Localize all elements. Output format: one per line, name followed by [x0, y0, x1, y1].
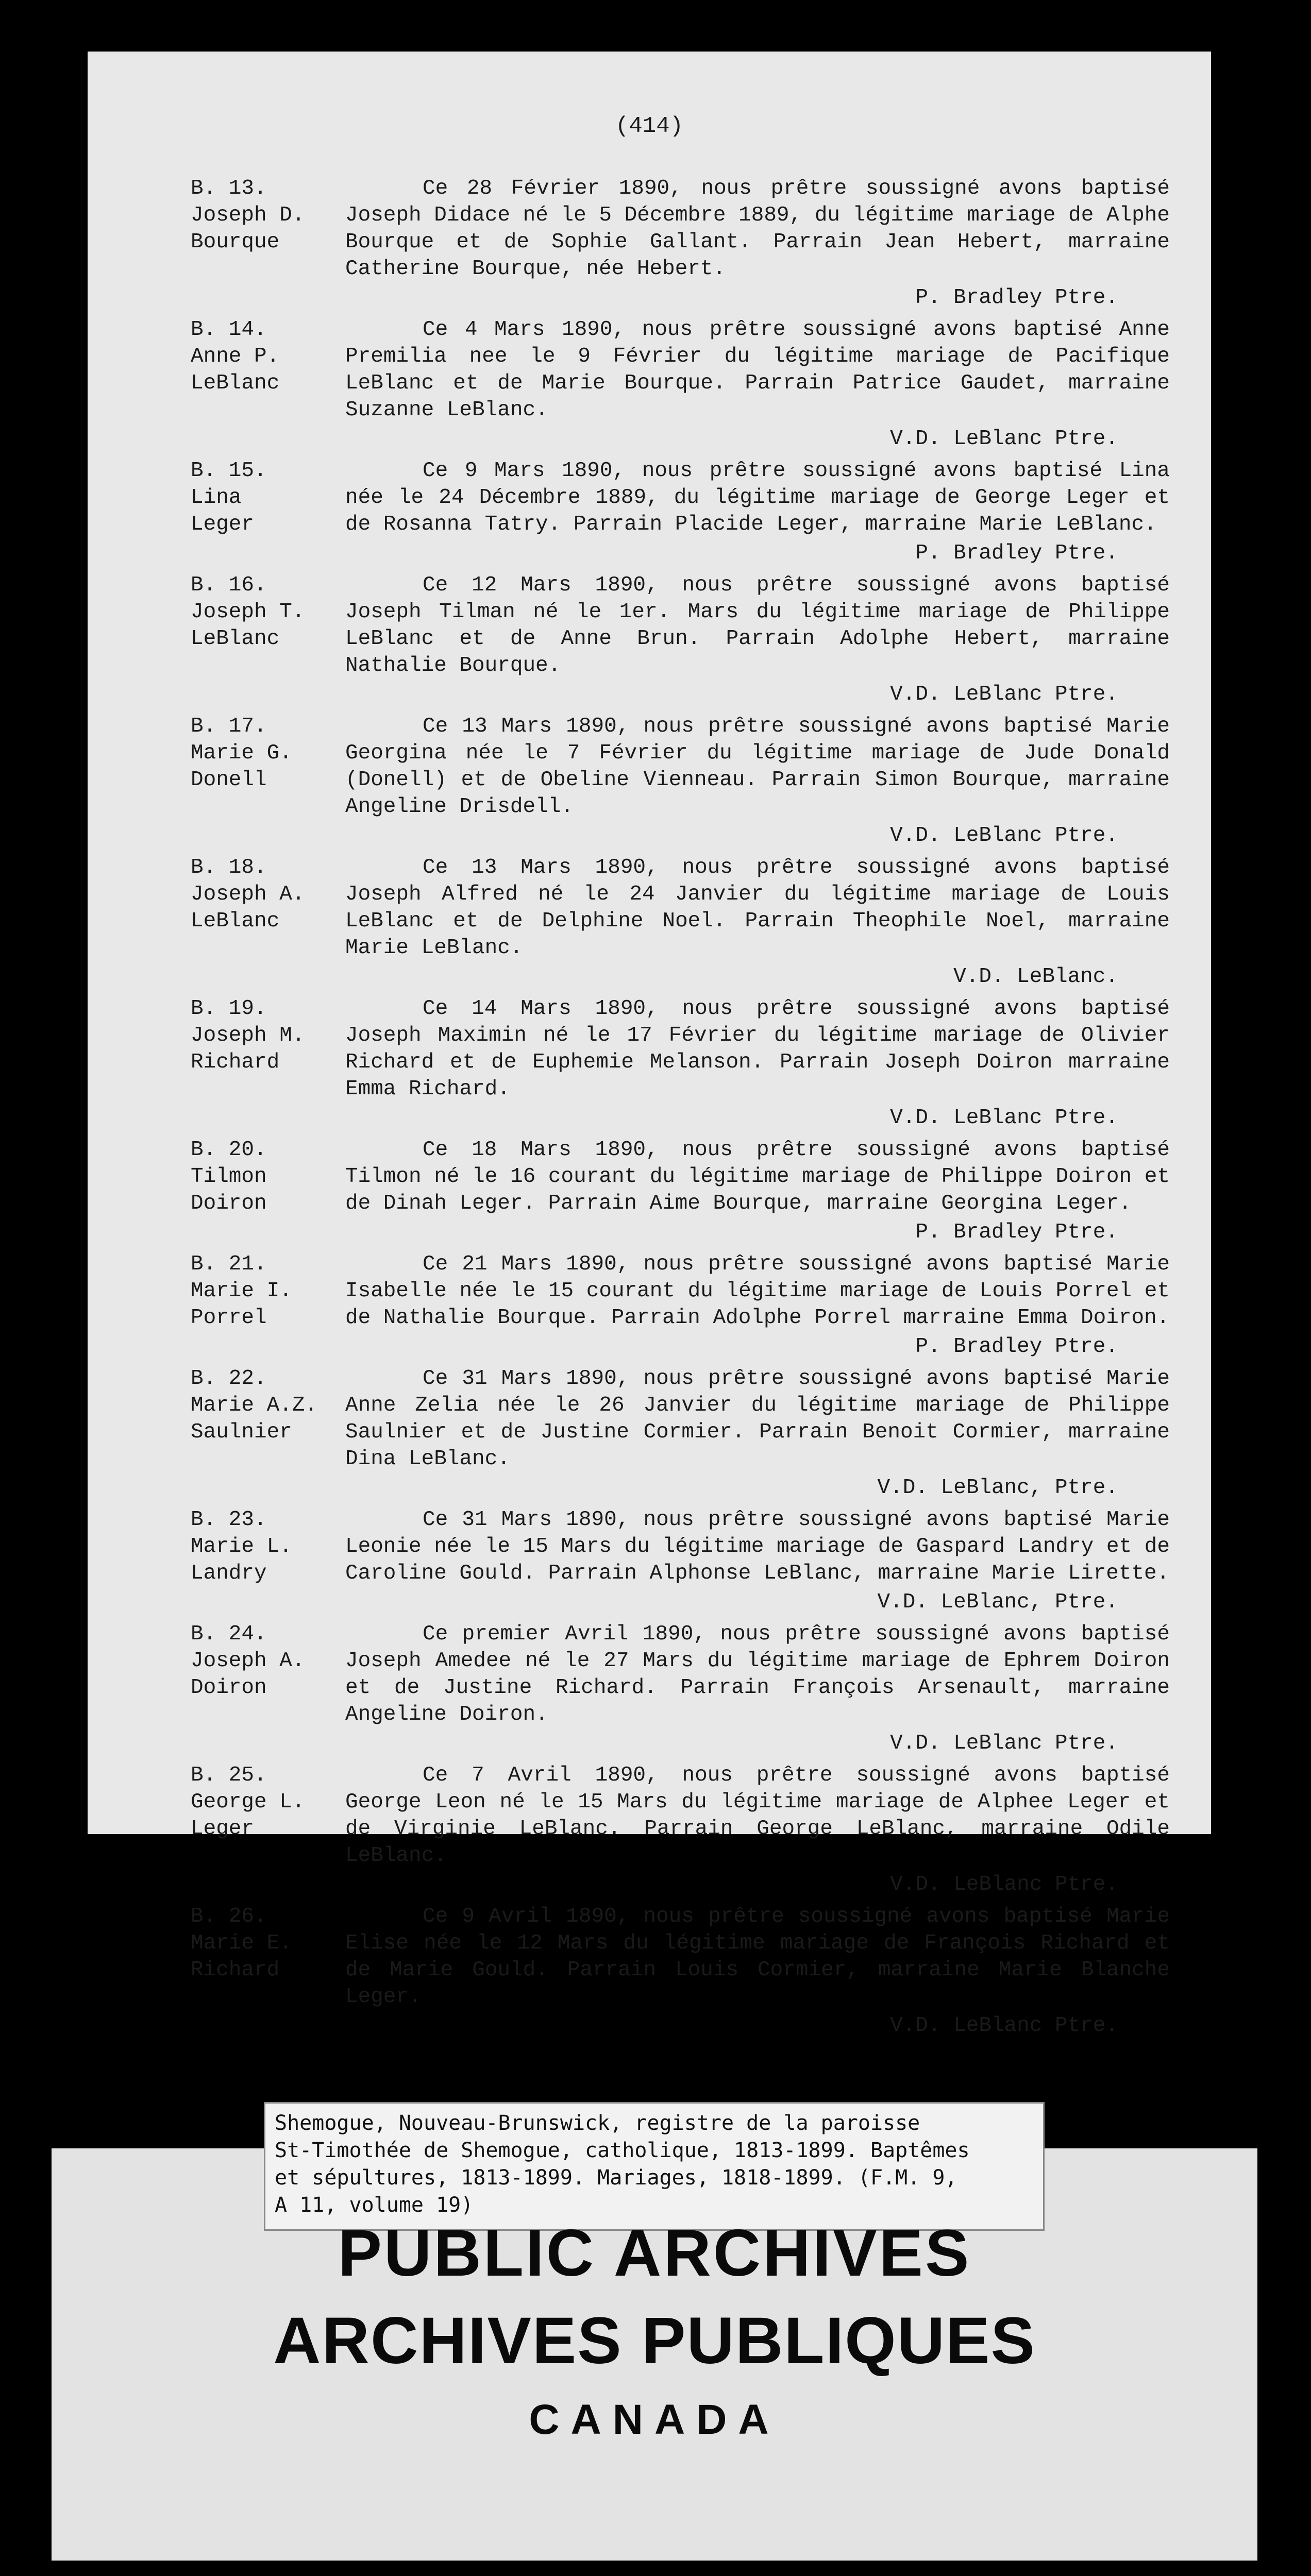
entry-text: Ce 9 Mars 1890, nous prêtre soussigné avons baptisé Lina née le 24 Décembre 1889, du légitime mariage de George Leger et de Rosanna Tatry. Parrain Placide Leger, marraine Marie LeBlanc. — [345, 459, 1170, 536]
entry-name: Leger — [191, 513, 255, 536]
entry-signature: P. Bradley Ptre. — [915, 1335, 1118, 1359]
baptism-entries — [191, 175, 1170, 2044]
entry-number: B. 16. — [191, 573, 267, 597]
entry-name: LeBlanc — [191, 909, 280, 933]
entry-label — [191, 572, 345, 652]
entry-name: Joseph A. — [191, 1649, 305, 1673]
entry-label — [191, 1365, 345, 1446]
baptism-entry — [191, 1251, 1170, 1360]
entry-label — [191, 1903, 345, 1984]
entry-label — [191, 457, 345, 538]
entry-label — [191, 713, 345, 793]
entry-number: B. 21. — [191, 1252, 267, 1276]
entry-name: Doiron — [191, 1192, 267, 1215]
entry-name: Joseph D. — [191, 204, 305, 227]
baptism-entry — [191, 995, 1170, 1131]
entry-name: Doiron — [191, 1676, 267, 1700]
entry-label — [191, 1762, 345, 1842]
entry-name: Marie G. — [191, 741, 292, 765]
entry-label — [191, 1621, 345, 1701]
entry-name: LeBlanc — [191, 627, 280, 651]
entry-signature: P. Bradley Ptre. — [915, 541, 1118, 565]
entry-name: Tilmon — [191, 1165, 267, 1189]
slip-line: et sépultures, 1813-1899. Mariages, 1818-1899. (F.M. 9, — [275, 2166, 957, 2190]
entry-signature: V.D. LeBlanc, Ptre. — [877, 1476, 1118, 1500]
entry-name: Porrel — [191, 1306, 267, 1330]
entry-name: Joseph M. — [191, 1024, 305, 1047]
entry-number: B. 23. — [191, 1508, 267, 1532]
baptism-entry — [191, 1903, 1170, 2039]
entry-text: Ce 12 Mars 1890, nous prêtre soussigné avons baptisé Joseph Tilman né le 1er. Mars du légitime mariage de Philippe LeBlanc et de Anne Brun. Parrain Adolphe Hebert, marraine Nathalie Bourque. — [345, 573, 1170, 677]
baptism-entry — [191, 175, 1170, 311]
entry-signature: V.D. LeBlanc Ptre. — [890, 1732, 1118, 1755]
entry-label — [191, 854, 345, 935]
entry-number: B. 20. — [191, 1138, 267, 1162]
entry-name: Lina — [191, 486, 242, 510]
entry-label — [191, 1506, 345, 1587]
entry-name: Saulnier — [191, 1420, 292, 1444]
entry-text: Ce 9 Avril 1890, nous prêtre soussigné avons baptisé Marie Elise née le 12 Mars du légitime mariage de François Richard et de Marie Gould. Parrain Louis Cormier, marraine Marie Blanche Leger. — [345, 1905, 1170, 2009]
entry-name: Landry — [191, 1562, 267, 1585]
entry-name: Marie E. — [191, 1931, 292, 1955]
entry-name: Richard — [191, 1050, 280, 1074]
baptism-entry — [191, 457, 1170, 567]
entry-signature: V.D. LeBlanc Ptre. — [890, 1106, 1118, 1130]
entry-name: Donell — [191, 768, 267, 792]
baptism-entry — [191, 713, 1170, 849]
entry-text: Ce 13 Mars 1890, nous prêtre soussigné avons baptisé Marie Georgina née le 7 Février du légitime mariage de Jude Donald (Donell) et de Obeline Vienneau. Parrain Simon Bourque, marraine Angeline Drisdell. — [345, 715, 1170, 819]
entry-text: Ce 31 Mars 1890, nous prêtre soussigné avons baptisé Marie Anne Zelia née le 26 Janvier du légitime mariage de Philippe Saulnier et de Justine Cormier. Parrain Benoit Cormier, marraine Dina LeBlanc. — [345, 1367, 1170, 1471]
entry-number: B. 26. — [191, 1905, 267, 1928]
entry-number: B. 19. — [191, 997, 267, 1021]
entry-signature: V.D. LeBlanc Ptre. — [890, 683, 1118, 706]
entry-number: B. 13. — [191, 177, 267, 200]
archives-publiques-heading: ARCHIVES PUBLIQUES — [273, 2304, 1036, 2378]
slip-line: St-Timothée de Shemogue, catholique, 1813-1899. Baptêmes — [275, 2139, 970, 2162]
entry-label — [191, 316, 345, 397]
entry-text: Ce 18 Mars 1890, nous prêtre soussigné avons baptisé Tilmon né le 16 courant du légitime mariage de Philippe Doiron et de Dinah Leger. Parrain Aime Bourque, marraine Georgina Leger. — [345, 1138, 1170, 1215]
entry-name: Leger — [191, 1817, 255, 1841]
entry-name: LeBlanc — [191, 371, 280, 395]
public-archives-heading: PUBLIC ARCHIVES — [338, 2216, 971, 2290]
entry-signature: V.D. LeBlanc Ptre. — [890, 427, 1118, 451]
entry-text: Ce 4 Mars 1890, nous prêtre soussigné avons baptisé Anne Premilia nee le 9 Février du légitime mariage de Pacifique LeBlanc et de Marie Bourque. Parrain Patrice Gaudet, marraine Suzanne LeBlanc. — [345, 318, 1170, 422]
catalogue-slip — [264, 2102, 1045, 2231]
entry-name: Bourque — [191, 230, 280, 254]
baptism-entry — [191, 1762, 1170, 1898]
entry-name: George L. — [191, 1790, 305, 1814]
entry-label — [191, 1137, 345, 1217]
entry-name: Richard — [191, 1958, 280, 1982]
entry-name: Marie I. — [191, 1279, 292, 1303]
entry-number: B. 25. — [191, 1764, 267, 1787]
entry-signature: P. Bradley Ptre. — [915, 286, 1118, 310]
entry-signature: V.D. LeBlanc Ptre. — [890, 2014, 1118, 2038]
baptism-entry — [191, 1137, 1170, 1246]
entry-text: Ce 31 Mars 1890, nous prêtre soussigné avons baptisé Marie Leonie née le 15 Mars du légitime mariage de Gaspard Landry et de Caroline Gould. Parrain Alphonse LeBlanc, marraine Marie Lirette. — [345, 1508, 1170, 1585]
page-number: (414) — [615, 113, 684, 139]
entry-number: B. 15. — [191, 459, 267, 483]
baptism-entry — [191, 1621, 1170, 1757]
entry-label — [191, 995, 345, 1076]
entry-number: B. 18. — [191, 856, 267, 879]
slip-line: A 11, volume 19) — [275, 2193, 474, 2217]
entry-signature: V.D. LeBlanc. — [953, 965, 1118, 989]
entry-signature: V.D. LeBlanc, Ptre. — [877, 1590, 1118, 1614]
slip-line: Shemogue, Nouveau-Brunswick, registre de la paroisse — [275, 2111, 920, 2135]
entry-label — [191, 175, 345, 256]
baptism-entry — [191, 854, 1170, 990]
entry-text: Ce 14 Mars 1890, nous prêtre soussigné avons baptisé Joseph Maximin né le 17 Février du légitime mariage de Olivier Richard et de Euphemie Melanson. Parrain Joseph Doiron marraine Emma Richard. — [345, 997, 1170, 1101]
entry-signature: P. Bradley Ptre. — [915, 1221, 1118, 1244]
entry-text: Ce 7 Avril 1890, nous prêtre soussigné avons baptisé George Leon né le 15 Mars du légitime mariage de Alphee Leger et de Virginie LeBlanc. Parrain George LeBlanc, marraine Odile LeBlanc. — [345, 1764, 1170, 1868]
entry-signature: V.D. LeBlanc Ptre. — [890, 824, 1118, 848]
entry-label — [191, 1251, 345, 1331]
entry-text: Ce 21 Mars 1890, nous prêtre soussigné avons baptisé Marie Isabelle née le 15 courant du légitime mariage de Louis Porrel et de Nathalie Bourque. Parrain Adolphe Porrel marraine Emma Doiron. — [345, 1252, 1170, 1330]
baptism-entry — [191, 316, 1170, 452]
entry-name: Marie L. — [191, 1535, 292, 1558]
entry-signature: V.D. LeBlanc Ptre. — [890, 1873, 1118, 1896]
register-page — [88, 52, 1211, 2038]
entry-number: B. 24. — [191, 1622, 267, 1646]
entry-name: Anne P. — [191, 345, 280, 368]
baptism-entry — [191, 1506, 1170, 1616]
baptism-entry — [191, 1365, 1170, 1501]
entry-number: B. 17. — [191, 715, 267, 738]
baptism-entry — [191, 572, 1170, 708]
entry-name: Joseph A. — [191, 883, 305, 906]
entry-name: Joseph T. — [191, 600, 305, 624]
entry-number: B. 22. — [191, 1367, 267, 1391]
canada-heading: CANADA — [529, 2396, 780, 2443]
entry-text: Ce 28 Février 1890, nous prêtre soussigné avons baptisé Joseph Didace né le 5 Décembre 1889, du légitime mariage de Alphe Bourque et de Sophie Gallant. Parrain Jean Hebert, marraine Catherine Bourque, née Hebert. — [345, 177, 1170, 281]
entry-name: Marie A.Z. — [191, 1394, 318, 1417]
entry-text: Ce 13 Mars 1890, nous prêtre soussigné avons baptisé Joseph Alfred né le 24 Janvier du légitime mariage de Louis LeBlanc et de Delphine Noel. Parrain Theophile Noel, marraine Marie LeBlanc. — [345, 856, 1170, 960]
entry-text: Ce premier Avril 1890, nous prêtre soussigné avons baptisé Joseph Amedee né le 27 Mars du légitime mariage de Ephrem Doiron et de Justine Richard. Parrain François Arsenault, marraine Angeline Doiron. — [345, 1622, 1170, 1726]
entry-number: B. 14. — [191, 318, 267, 342]
